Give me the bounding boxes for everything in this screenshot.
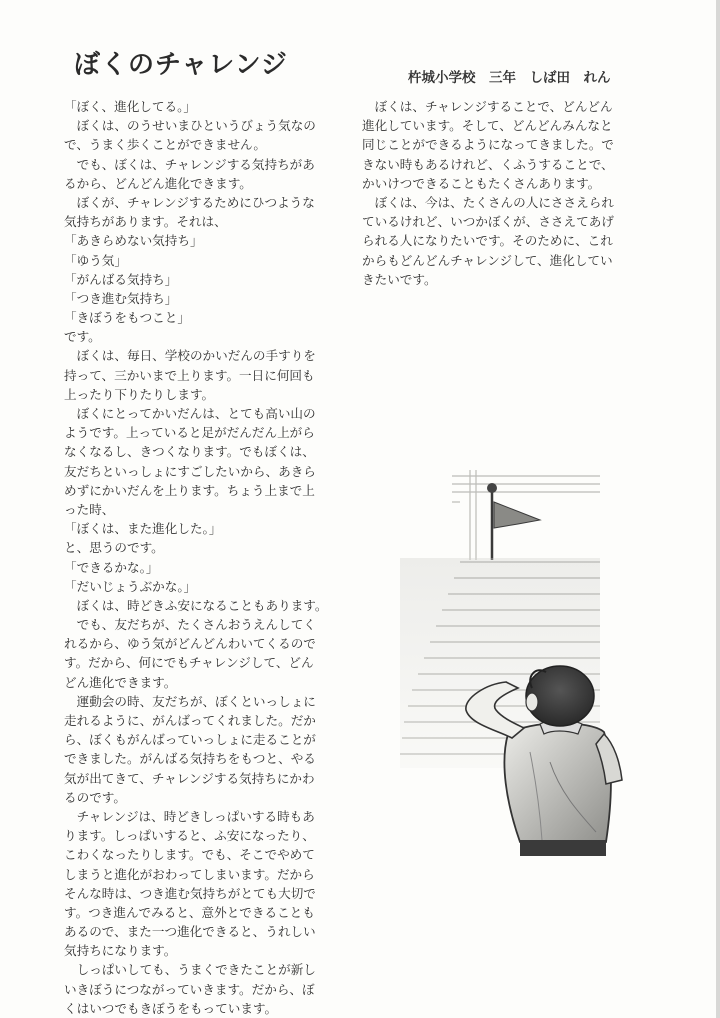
essay-line: いきぼうにつながっていきます。だから、ぼ	[64, 981, 315, 997]
essay-line: どん進化できます。	[64, 674, 177, 690]
essay-line: 「ぼくは、また進化した。」	[64, 521, 222, 537]
essay-line: 気持ちがあります。それは、	[64, 214, 227, 230]
essay-line: あるので、また一つ進化できると、うれしい	[64, 924, 316, 940]
flag-icon	[487, 483, 540, 560]
essay-line: で、うまく歩くことができません。	[64, 137, 267, 153]
essay-line: ぼくは、時どきふ安になることもあります。	[64, 597, 328, 613]
essay-line: からもどんどんチャレンジして、進化してい	[362, 252, 613, 268]
essay-line: ぼくは、のうせいまひというびょう気なの	[64, 118, 316, 134]
essay-line: きない時もあるけれど、くふうすることで、	[362, 156, 614, 172]
essay-line: るから、どんどん進化できます。	[64, 175, 252, 191]
essay-title: ぼくのチャレンジ	[74, 50, 288, 80]
essay-line: なくなるし、きつくなります。でもぼくは、	[64, 444, 315, 460]
essay-line: 進化しています。そして、どんどんみんなと	[362, 118, 613, 134]
essay-line: す。だから、何にでもチャレンジして、どん	[64, 655, 314, 671]
essay-line: しっぱいしても、うまくできたことが新し	[64, 962, 316, 978]
essay-line: しまうと進化がおわってしまいます。だから	[64, 866, 315, 882]
essay-line: 「できるかな。」	[64, 559, 159, 575]
essay-line: 運動会の時、友だちが、ぼくといっしょに	[64, 693, 316, 709]
essay-line: 気持ちになります。	[64, 943, 177, 959]
page-edge-shadow	[716, 0, 720, 1018]
essay-line: こわくなったりします。でも、そこでやめて	[64, 847, 315, 863]
essay-line: 持って、三かいまで上ります。一日に何回も	[64, 367, 315, 383]
essay-line: 上ったり下りたりします。	[64, 386, 215, 402]
essay-line: ているけれど、いつかぼくが、ささえてあげ	[362, 214, 614, 230]
essay-line: きたいです。	[362, 271, 437, 287]
essay-line: できました。がんばる気持ちをもつと、やる	[64, 751, 316, 767]
essay-column-left	[64, 97, 356, 1018]
essay-line: す。つき進んでみると、意外とできることも	[64, 904, 315, 920]
essay-line: 「あきらめない気持ち」	[64, 233, 203, 249]
essay-line: 「がんばる気持ち」	[64, 271, 178, 287]
essay-line: ぼくは、毎日、学校のかいだんの手すりを	[64, 348, 316, 364]
essay-line: 「ゆう気」	[64, 252, 127, 268]
essay-line: 走れるように、がんばってくれました。だか	[64, 713, 316, 728]
essay-column-right	[362, 97, 654, 289]
essay-line: れるから、ゆう気がどんどんわいてくるので	[64, 636, 316, 652]
essay-line: くはいつでもきぼうをもっています。	[64, 1000, 278, 1016]
essay-line: ぼくは、チャレンジすることで、どんどん	[362, 99, 613, 114]
essay-line: 「きぼうをもつこと」	[64, 310, 190, 326]
boy-looking-up-stairs-with-flag-illustration	[400, 462, 630, 862]
essay-line: でも、ぼくは、チャレンジする気持ちがあ	[64, 156, 315, 172]
essay-line: ぼくが、チャレンジするためにひつような	[64, 194, 315, 210]
essay-line: った時、	[64, 501, 115, 517]
essay-line: ぼくにとってかいだんは、とても高い山の	[64, 406, 316, 421]
essay-line: です。	[64, 329, 101, 345]
essay-line: でも、友だちが、たくさんおうえんしてく	[64, 617, 316, 633]
essay-line: 「ぼく、進化してる。」	[64, 99, 196, 114]
essay-line: 気が出てきて、チャレンジする気持ちにかわ	[64, 770, 315, 786]
essay-line: と、思うのです。	[64, 540, 164, 556]
essay-line: 友だちといっしょにすごしたいから、あきら	[64, 463, 316, 479]
essay-line: そんな時は、つき進む気持ちがとても大切で	[64, 885, 316, 901]
essay-line: ら、ぼくもがんばっていっしょに走ることが	[64, 732, 316, 748]
essay-line: チャレンジは、時どきしっぱいする時もあ	[64, 808, 315, 824]
essay-line: るのです。	[64, 789, 126, 805]
essay-line: 「だいじょうぶかな。」	[64, 578, 197, 594]
essay-line: られる人になりたいです。そのために、これ	[362, 233, 613, 249]
essay-line: ります。しっぱいすると、ふ安になったり、	[64, 828, 315, 844]
essay-line: ようです。上っていると足がだんだん上がら	[64, 425, 315, 441]
essay-line: かいけつできることもたくさんあります。	[362, 175, 601, 191]
essay-line: ぼくは、今は、たくさんの人にささえられ	[362, 194, 614, 210]
author-byline: 杵城小学校 三年 しば田 れん	[408, 70, 611, 86]
essay-line: 「つき進む気持ち」	[64, 290, 178, 306]
essay-line: めずにかいだんを上ります。ちょう上まで上	[64, 482, 315, 498]
essay-line: 同じことができるようになってきました。で	[362, 137, 614, 153]
